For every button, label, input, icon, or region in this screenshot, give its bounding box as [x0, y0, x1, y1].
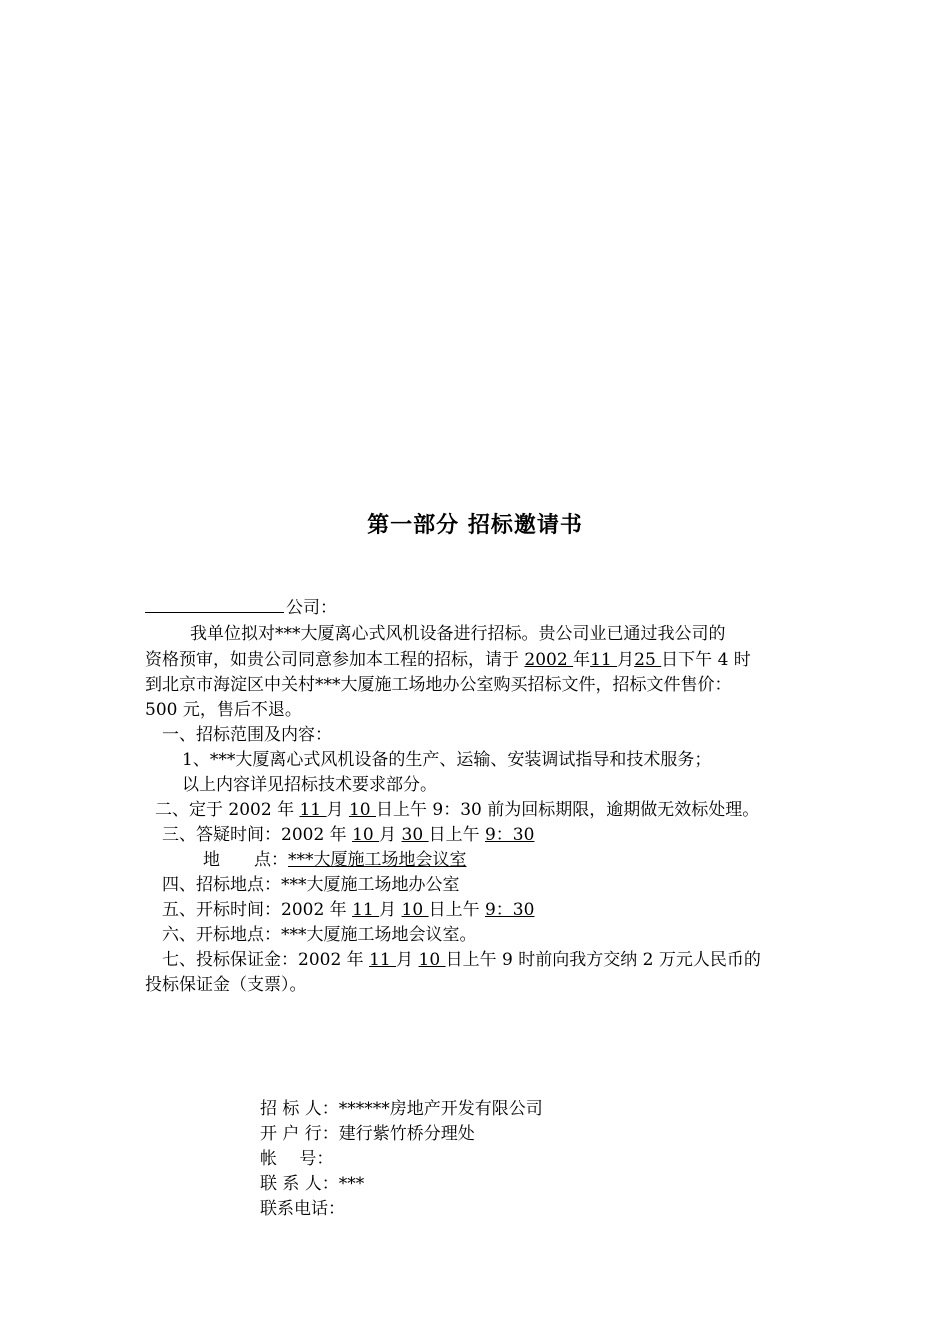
month-separator: 月 — [617, 650, 635, 670]
section-3 — [162, 823, 534, 847]
section-7-text: 月 — [396, 950, 419, 970]
qa-day: 30 — [401, 825, 429, 845]
section-7-text: 七、投标保证金：2002 年 — [162, 950, 370, 970]
section-2-text: 日上午 9：30 前为回标期限，逾期做无效标处理。 — [375, 800, 760, 820]
intro-line-2 — [145, 648, 751, 672]
intro-text-tail: 日下午 4 时 — [661, 650, 751, 670]
section-1-title: 一、招标范围及内容： — [162, 725, 332, 745]
section-5-text: 五、开标时间：2002 年 — [162, 900, 353, 920]
salutation-suffix: 公司： — [286, 598, 337, 618]
opening-time: 9：30 — [484, 900, 535, 920]
purchase-month: 11 — [590, 650, 618, 670]
company-name-blank — [145, 596, 284, 613]
section-5-text: 月 — [379, 900, 402, 920]
location-label: 地 点： — [203, 850, 288, 870]
intro-line-3: 到北京市海淀区中关村***大厦施工场地办公室购买招标文件，招标文件售价： — [145, 675, 732, 695]
section-7-line-2: 投标保证金（支票）。 — [145, 975, 307, 995]
deposit-day: 10 — [418, 950, 446, 970]
section-3-text: 月 — [379, 825, 402, 845]
signature-tenderer: 招 标 人：******房地产开发有限公司 — [260, 1099, 543, 1119]
signature-account: 帐 号： — [260, 1149, 334, 1169]
intro-line-1: 我单位拟对***大厦离心式风机设备进行招标。贵公司业已通过我公司的 — [190, 624, 726, 644]
section-2-text: 月 — [326, 800, 349, 820]
signature-contact: 联 系 人：*** — [260, 1174, 365, 1194]
intro-line-4: 500 元，售后不退。 — [145, 700, 302, 720]
page-title: 第一部分 招标邀请书 — [367, 512, 583, 538]
section-3-text: 三、答疑时间：2002 年 — [162, 825, 353, 845]
section-5-text: 日上午 — [428, 900, 485, 920]
section-2 — [155, 798, 759, 822]
location-value: ***大厦施工场地会议室 — [288, 850, 467, 870]
purchase-year: 2002 — [524, 650, 574, 670]
section-4: 四、招标地点：***大厦施工场地办公室 — [162, 875, 460, 895]
qa-month: 10 — [352, 825, 380, 845]
deadline-month: 11 — [299, 800, 327, 820]
qa-time: 9：30 — [484, 825, 535, 845]
section-5 — [162, 898, 534, 922]
year-separator: 年 — [573, 650, 591, 670]
section-1-item-1: 1、***大厦离心式风机设备的生产、运输、安装调试指导和技术服务； — [182, 750, 712, 770]
signature-bank: 开 户 行：建行紫竹桥分理处 — [260, 1124, 475, 1144]
salutation — [145, 596, 337, 620]
deadline-day: 10 — [348, 800, 376, 820]
signature-phone: 联系电话： — [260, 1199, 345, 1219]
deposit-month: 11 — [369, 950, 397, 970]
section-7-text: 日上午 9 时前向我方交纳 2 万元人民币的 — [445, 950, 761, 970]
section-3-location — [203, 848, 467, 872]
section-1-note: 以上内容详见招标技术要求部分。 — [182, 775, 437, 795]
section-2-text: 二、定于 2002 年 — [155, 800, 300, 820]
section-6: 六、开标地点：***大厦施工场地会议室。 — [162, 925, 477, 945]
opening-day: 10 — [401, 900, 429, 920]
opening-month: 11 — [352, 900, 380, 920]
purchase-day: 25 — [634, 650, 662, 670]
section-3-text: 日上午 — [428, 825, 485, 845]
intro-text: 资格预审，如贵公司同意参加本工程的招标，请于 — [145, 650, 525, 670]
section-7 — [162, 948, 761, 972]
